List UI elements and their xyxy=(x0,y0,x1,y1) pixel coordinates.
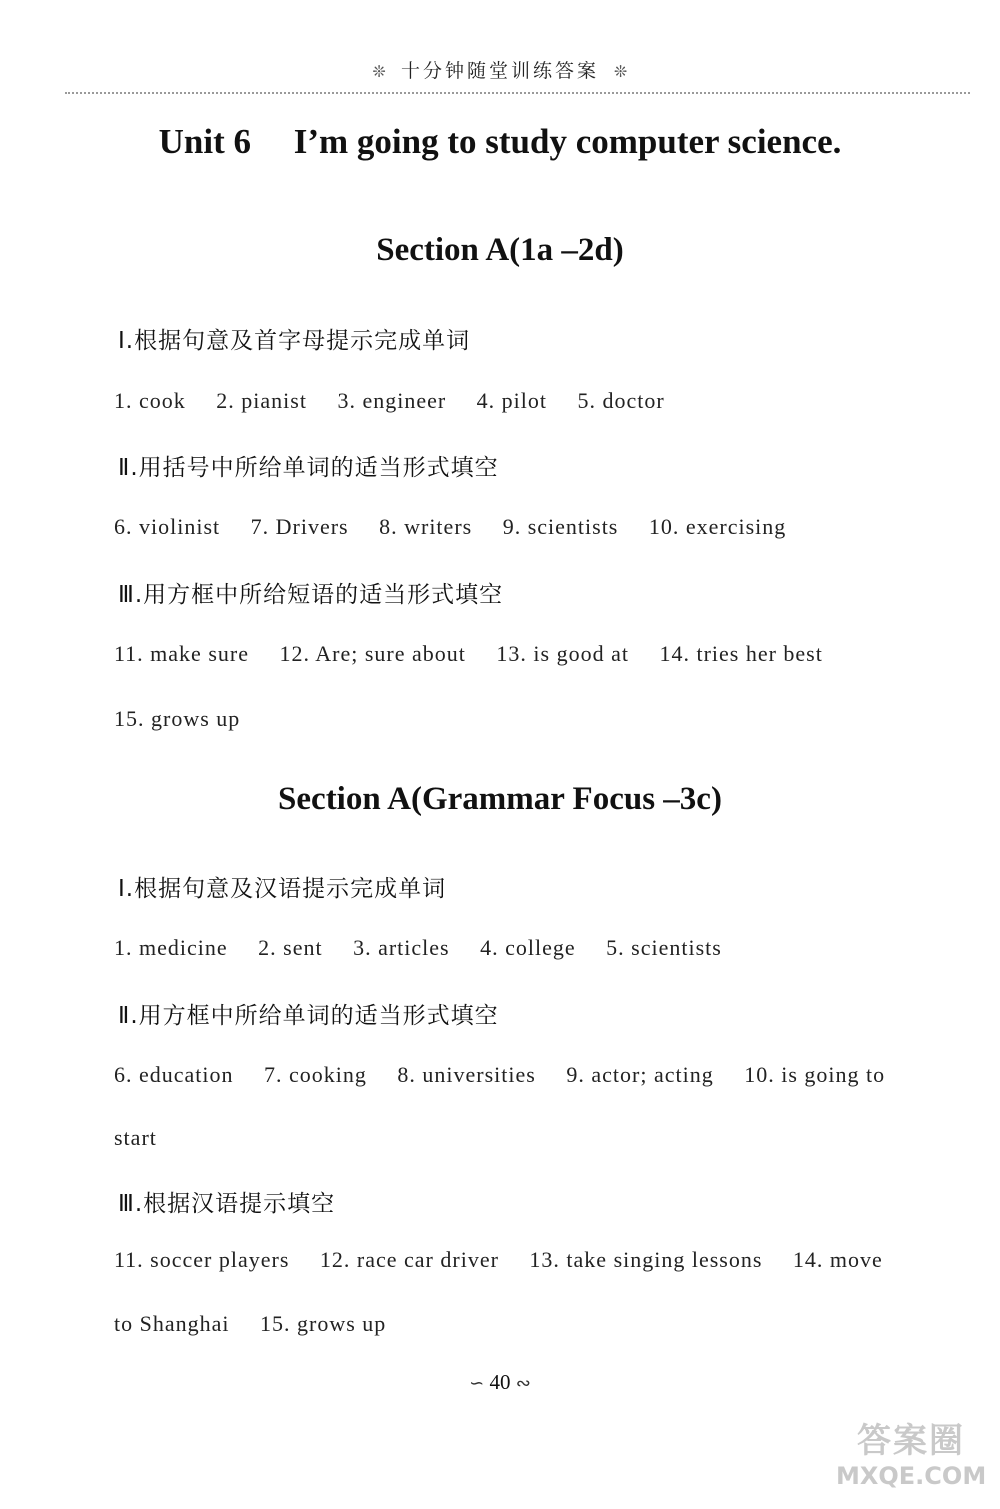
answer-line xyxy=(114,514,944,540)
answer-line xyxy=(114,388,944,414)
answer-item: 2. pianist xyxy=(216,388,307,413)
answer-item: to Shanghai xyxy=(114,1311,230,1336)
answer-item: 1. cook xyxy=(114,388,186,413)
answer-item: 14. move xyxy=(792,1247,883,1272)
answer-item: 7. Drivers xyxy=(250,514,349,539)
answer-item: 3. articles xyxy=(353,935,450,960)
answer-item: 9. scientists xyxy=(502,514,619,539)
answer-line xyxy=(114,1311,944,1337)
answer-item: 1. medicine xyxy=(114,935,228,960)
part-heading: Ⅰ.根据句意及首字母提示完成单词 xyxy=(118,328,471,354)
watermark-url: MXQE.COM xyxy=(836,1462,987,1490)
answer-item: 5. doctor xyxy=(577,388,665,413)
unit-heading: I’m going to study computer science. xyxy=(293,122,842,161)
answer-line xyxy=(114,935,944,961)
answer-item: 14. tries her best xyxy=(659,641,823,666)
running-head-text: 十分钟随堂训练答案 xyxy=(400,60,599,82)
header-divider xyxy=(65,92,970,94)
answer-item: 9. actor; acting xyxy=(566,1062,714,1087)
page-number-text: 40 xyxy=(489,1370,511,1394)
watermark-logo: 答案圈 xyxy=(857,1421,965,1461)
part-heading: Ⅰ.根据句意及汉语提示完成单词 xyxy=(118,876,447,902)
unit-number: Unit 6 xyxy=(158,122,251,161)
answer-item: 10. is going to xyxy=(744,1062,886,1087)
site-watermark xyxy=(836,1421,986,1499)
answer-line xyxy=(114,1125,944,1151)
part-heading: Ⅱ.用方框中所给单词的适当形式填空 xyxy=(118,1003,499,1029)
answer-item: 11. soccer players xyxy=(114,1247,290,1272)
answer-item: 11. make sure xyxy=(114,641,249,666)
answer-item: 6. education xyxy=(114,1062,234,1087)
answer-item: 4. college xyxy=(480,935,576,960)
answer-item: 12. Are; sure about xyxy=(279,641,466,666)
ornament-left-icon: ❊ xyxy=(372,62,386,81)
answer-item: start xyxy=(114,1125,157,1150)
answer-item: 3. engineer xyxy=(337,388,447,413)
answer-line xyxy=(114,1062,944,1088)
answer-item: 13. take singing lessons xyxy=(529,1247,763,1272)
part-heading: Ⅲ.用方框中所给短语的适当形式填空 xyxy=(118,582,504,608)
swirl-left-icon: ∽ xyxy=(469,1373,485,1393)
swirl-right-icon: ∾ xyxy=(515,1373,531,1393)
answer-item: 15. grows up xyxy=(260,1311,387,1336)
part-heading: Ⅱ.用括号中所给单词的适当形式填空 xyxy=(118,455,499,481)
running-head xyxy=(0,56,1000,83)
answer-item: 4. pilot xyxy=(476,388,548,413)
unit-title xyxy=(0,122,1000,162)
answer-line xyxy=(114,1247,944,1273)
page-number xyxy=(0,1370,1000,1395)
answer-item: 15. grows up xyxy=(114,706,241,731)
section-title-2: Section A(Grammar Focus –3c) xyxy=(278,781,722,817)
answer-item: 13. is good at xyxy=(496,641,629,666)
answer-item: 8. universities xyxy=(397,1062,536,1087)
part-heading: Ⅲ.根据汉语提示填空 xyxy=(118,1191,336,1217)
answer-item: 10. exercising xyxy=(648,514,787,539)
answer-item: 7. cooking xyxy=(264,1062,367,1087)
answer-item: 8. writers xyxy=(379,514,473,539)
answer-item: 2. sent xyxy=(258,935,323,960)
ornament-right-icon: ❊ xyxy=(614,62,628,81)
answer-item: 12. race car driver xyxy=(319,1247,499,1272)
answer-line xyxy=(114,641,944,667)
section-title-1: Section A(1a –2d) xyxy=(376,232,624,268)
answer-item: 5. scientists xyxy=(606,935,722,960)
answer-item: 6. violinist xyxy=(114,514,221,539)
answer-line xyxy=(114,706,944,732)
